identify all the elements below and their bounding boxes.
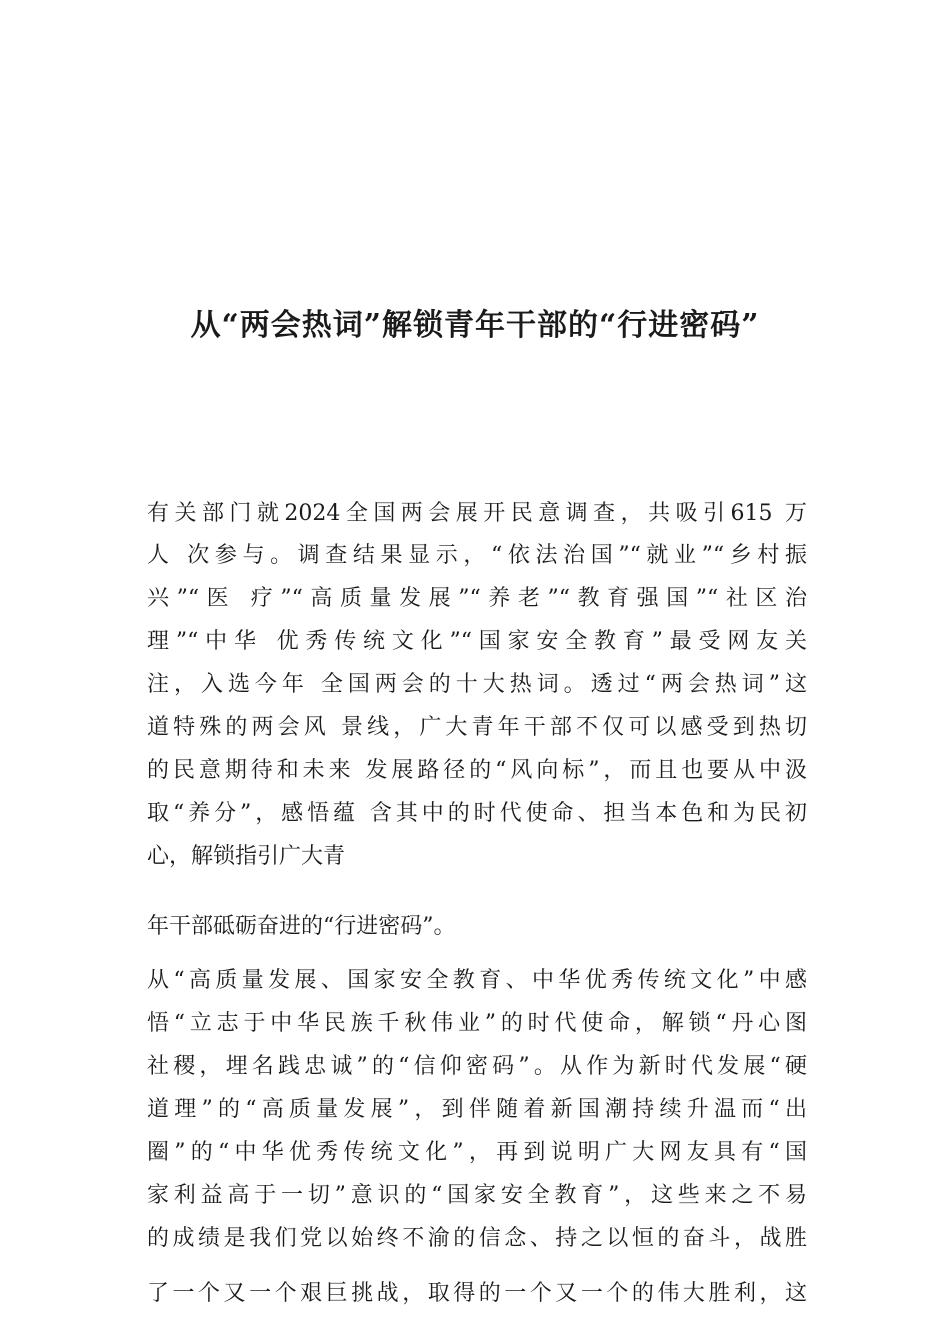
paragraph-line: 了一个又一个艰巨挑战，取得的一个又一个的伟大胜利，这 — [147, 1281, 807, 1306]
paragraph-line: 道理”的“高质量发展”，到伴随着新国潮持续升温而“出 — [147, 1097, 807, 1122]
paragraph-line: 兴”“医 疗”“高质量发展”“养老”“教育强国”“社区治 — [147, 586, 807, 611]
paragraph-line: 年干部砥砺奋进的“行进密码”。 — [147, 914, 456, 939]
paragraph-line: 有关部门就2024全国两会展开民意调查，共吸引615 万 — [147, 501, 807, 526]
paragraph-line: 人 次参与。调查结果显示，“依法治国”“就业”“乡村振 — [147, 543, 807, 568]
document-title: 从“两会热词”解锁青年干部的“行进密码” — [190, 308, 760, 343]
paragraph-line: 圈”的“中华优秀传统文化”，再到说明广大网友具有“国 — [147, 1140, 807, 1165]
paragraph-line: 从“高质量发展、国家安全教育、中华优秀传统文化”中感 — [147, 968, 807, 993]
paragraph-line: 的民意期待和未来 发展路径的“风向标”，而且也要从中汲 — [147, 758, 807, 783]
paragraph-line: 注，入选今年 全国两会的十大热词。透过“两会热词”这 — [147, 672, 807, 697]
paragraph-line: 悟“立志于中华民族千秋伟业”的时代使命，解锁“丹心图 — [147, 1011, 807, 1036]
paragraph-line: 理”“中华 优秀传统文化”“国家安全教育”最受网友关 — [147, 629, 807, 654]
paragraph-line: 家利益高于一切”意识的“国家安全教育”，这些来之不易 — [147, 1183, 807, 1208]
paragraph-line: 道特殊的两会风 景线，广大青年干部不仅可以感受到热切 — [147, 715, 807, 740]
paragraph-line: 心，解锁指引广大青 — [147, 844, 346, 869]
paragraph-line: 的成绩是我们党以始终不渝的信念、持之以恒的奋斗，战胜 — [147, 1226, 807, 1251]
paragraph-line: 社稷，埋名践忠诚”的“信仰密码”。从作为新时代发展“硬 — [147, 1054, 807, 1079]
paragraph-line: 取“养分”，感悟蕴 含其中的时代使命、担当本色和为民初 — [147, 801, 807, 826]
